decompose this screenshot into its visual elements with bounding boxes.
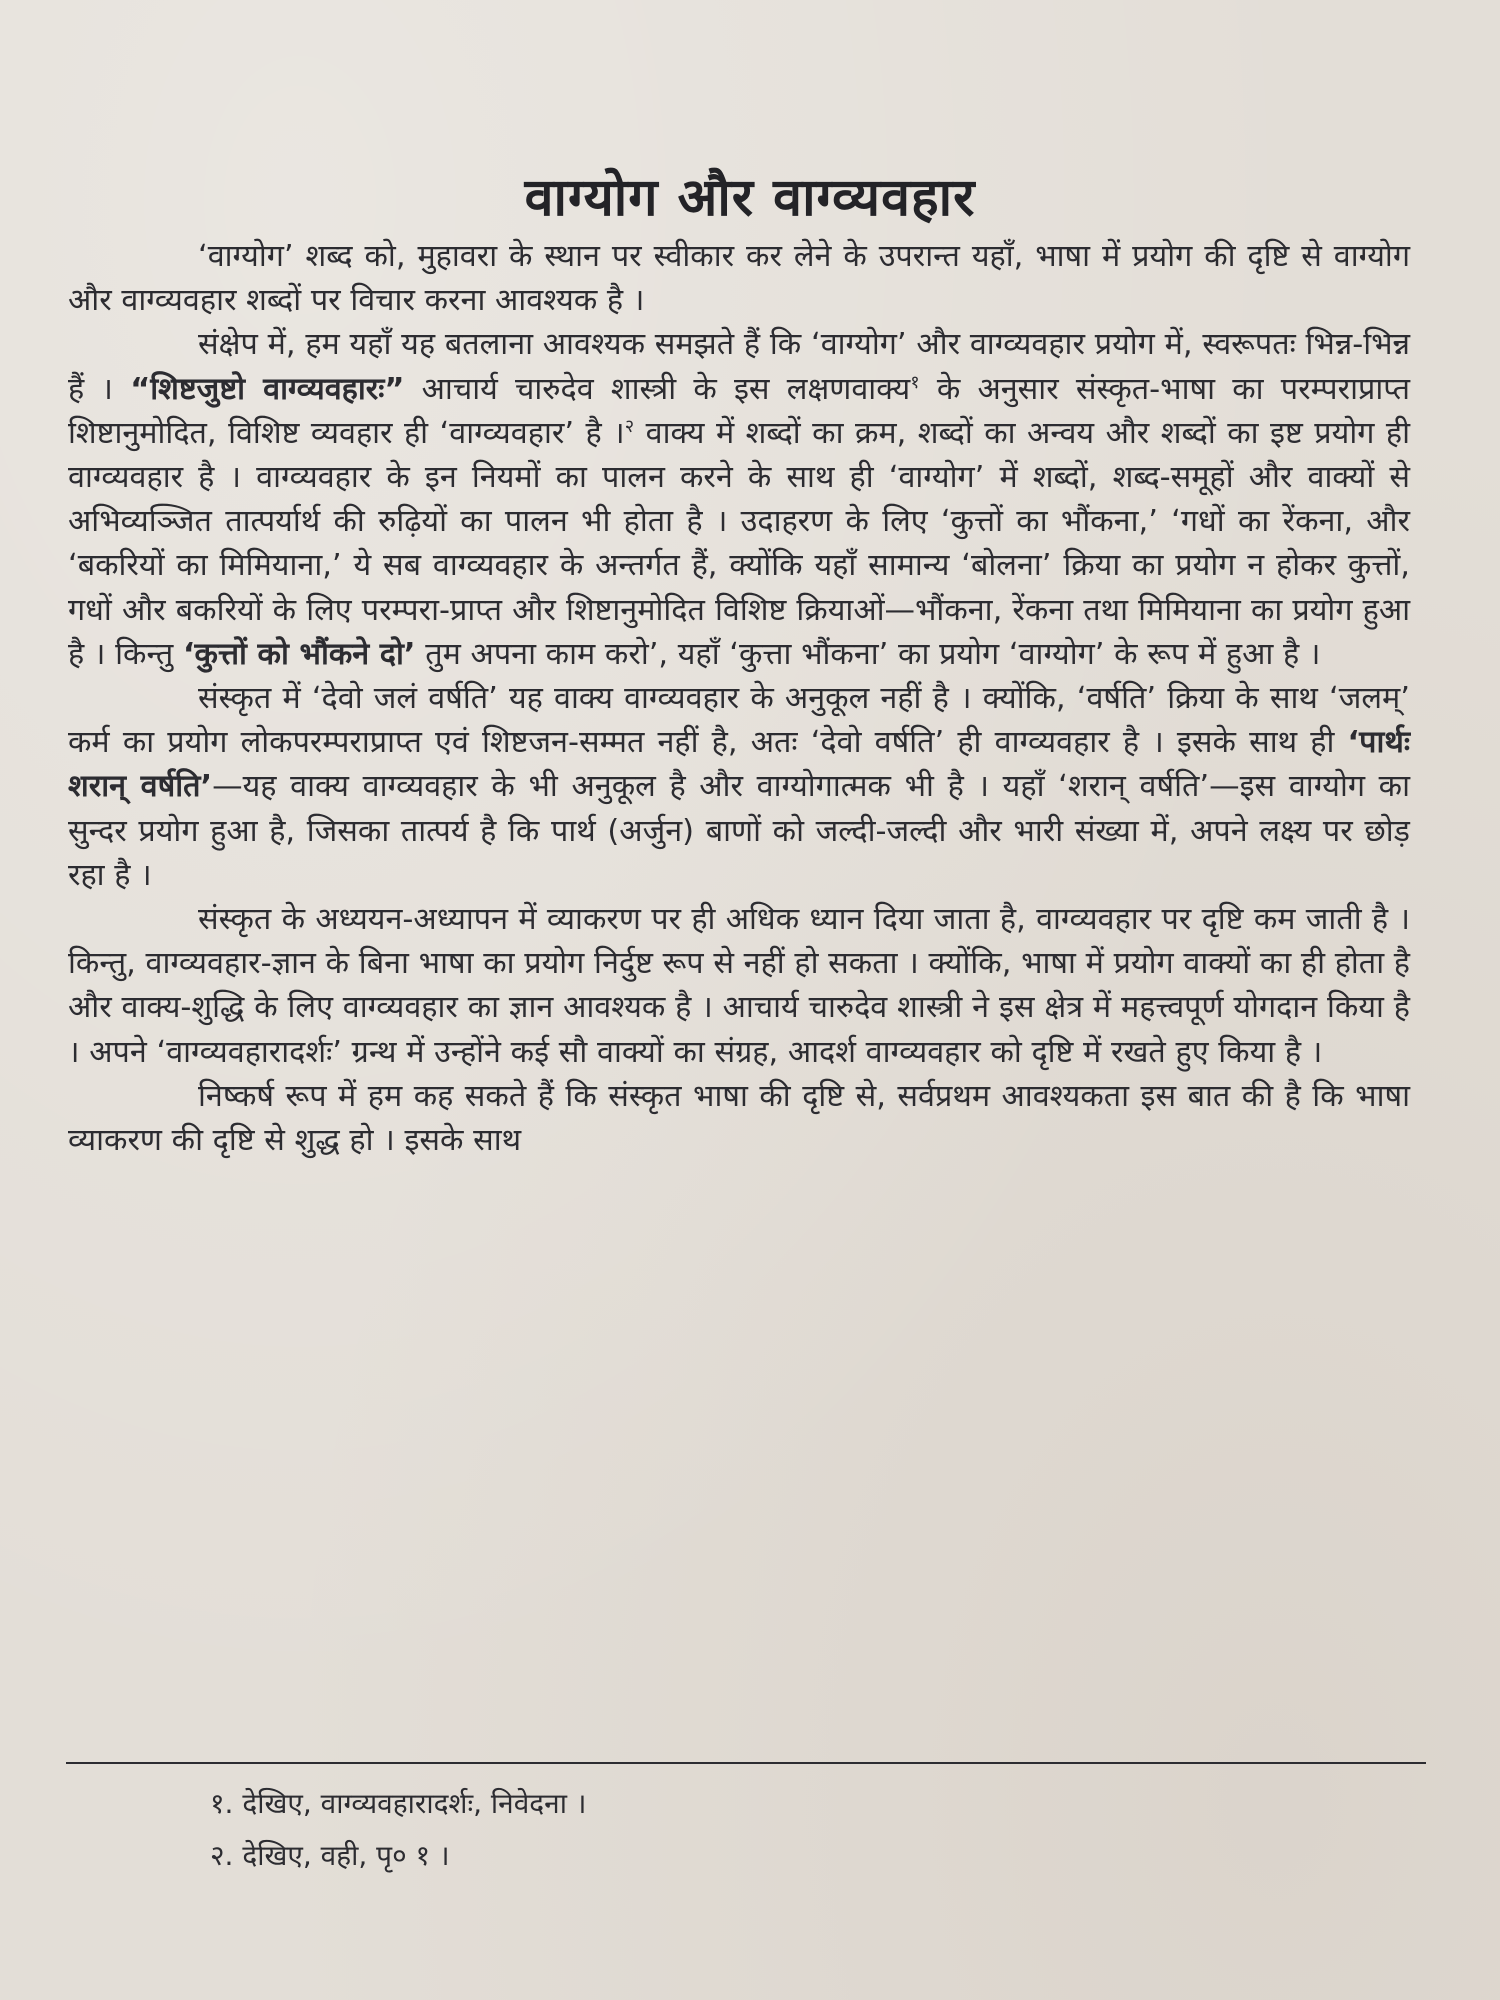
paragraph-2-text: वाक्य में शब्दों का क्रम, शब्दों का अन्वय और शब्दों का इष्ट प्रयोग ही वाग्व्यवहार है । वाग्व्यवहार के इन नियमों का पालन करने के साथ ही ‘वाग्योग’ में शब्दों, शब्द-समूहों और वाक्यों से अभिव्यञ्जित तात्पर्यार्थ की रुढ़ियों का पालन भी होता है । उदाहरण के लिए ‘कुत्तों का भौंकना,’ ‘गधों का रेंकना, और ‘बकरियों का मिमियाना,’ ये सब वाग्व्यवहार के अन्तर्गत हैं, क्योंकि यहाँ सामान्य ‘बोलना’ क्रिया का प्रयोग न होकर कुत्तों, गधों और बकरियों के लिए परम्परा-प्राप्त और शिष्टानुमोदित विशिष्ट क्रियाओं—भौंकना, रेंकना तथा मिमियाना का प्रयोग हुआ है । किन्तु — [68, 415, 1410, 672]
footnotes — [210, 1778, 586, 1882]
footnote-2: २. देखिए, वही, पृ० १ । — [210, 1839, 450, 1872]
footnote-1: १. देखिए, वाग्व्यवहारादर्शः, निवेदना । — [210, 1787, 587, 1820]
paragraph-3 — [68, 677, 1410, 898]
paragraph-3-text: —यह वाक्य वाग्व्यवहार के भी अनुकूल है और वाग्योगात्मक भी है । यहाँ ‘शरान् वर्षति’—इस वाग्योग का सुन्दर प्रयोग हुआ है, जिसका तात्पर्य है कि पार्थ (अर्जुन) बाणों को जल्दी-जल्दी और भारी संख्या में, अपने लक्ष्य पर छोड़ रहा है । — [68, 769, 1411, 893]
page-title: वाग्योग और वाग्व्यवहार — [524, 168, 976, 228]
paragraph-2-text: तुम अपना काम करो’, यहाँ ‘कुत्ता भौंकना’ का प्रयोग ‘वाग्योग’ के रूप में हुआ है । — [425, 636, 1321, 672]
paragraph-5: निष्कर्ष रूप में हम कह सकते हैं कि संस्कृत भाषा की दृष्टि से, सर्वप्रथम आवश्यकता इस बात की है कि भाषा व्याकरण की दृष्टि से शुद्ध हो । इसके साथ — [68, 1078, 1410, 1159]
bold-example-phrase: ‘पार्थः शरान् वर्षति’ — [68, 725, 1410, 805]
footnote-divider — [66, 1762, 1426, 1764]
paragraph-2 — [68, 323, 1410, 677]
paragraph-4: संस्कृत के अध्ययन-अध्यापन में व्याकरण पर ही अधिक ध्यान दिया जाता है, वाग्व्यवहार पर दृष्टि कम जाती है । किन्तु, वाग्व्यवहार-ज्ञान के बिना भाषा का प्रयोग निर्दुष्ट रूप से नहीं हो सकता । क्योंकि, भाषा में प्रयोग वाक्यों का ही होता है और वाक्य-शुद्धि के लिए वाग्व्यवहार का ज्ञान आवश्यक है । आचार्य चारुदेव शास्त्री ने इस क्षेत्र में महत्त्वपूर्ण योगदान किया है । अपने ‘वाग्व्यवहारादर्शः’ ग्रन्थ में उन्होंने कई सौ वाक्यों का संग्रह, आदर्श वाग्व्यवहार को दृष्टि में रखते हुए किया है । — [68, 902, 1410, 1070]
paragraph-3-text: संस्कृत में ‘देवो जलं वर्षति’ यह वाक्य वाग्व्यवहार के अनुकूल नहीं है । क्योंकि, ‘वर्षति’ क्रिया के साथ ‘जलम्’ कर्म का प्रयोग लोकपरम्पराप्राप्त एवं शिष्टजन-सम्मत नहीं है, अतः ‘देवो वर्षति’ ही वाग्व्यवहार है । इसके साथ ही — [68, 681, 1410, 761]
body-text — [68, 235, 1410, 1163]
paragraph-1: ‘वाग्योग’ शब्द को, मुहावरा के स्थान पर स्वीकार कर लेने के उपरान्त यहाँ, भाषा में प्रयोग की दृष्टि से वाग्योग और वाग्व्यवहार शब्दों पर विचार करना आवश्यक है । — [68, 239, 1410, 319]
paragraph-2-text: संक्षेप में, हम यहाँ यह बतलाना आवश्यक समझते हैं कि ‘वाग्योग’ और वाग्व्यवहार प्रयोग में, स्वरूपतः भिन्न-भिन्न हैं । — [68, 327, 1410, 407]
footnote-ref-2: २ — [624, 415, 635, 437]
paragraph-2-text: के अनुसार संस्कृत-भाषा का परम्पराप्राप्त शिष्टानुमोदित, विशिष्ट व्यवहार ही ‘वाग्व्यवहार’ है । — [68, 371, 1411, 451]
footnote-ref-1: १ — [910, 371, 920, 393]
paragraph-2-text: आचार्य चारुदेव शास्त्री के इस लक्षणवाक्य — [421, 371, 911, 407]
quoted-definition: “शिष्टजुष्टो वाग्व्यवहारः” — [130, 371, 405, 407]
bold-example-phrase: ‘कुत्तों को भौंकने दो’ — [182, 636, 416, 672]
